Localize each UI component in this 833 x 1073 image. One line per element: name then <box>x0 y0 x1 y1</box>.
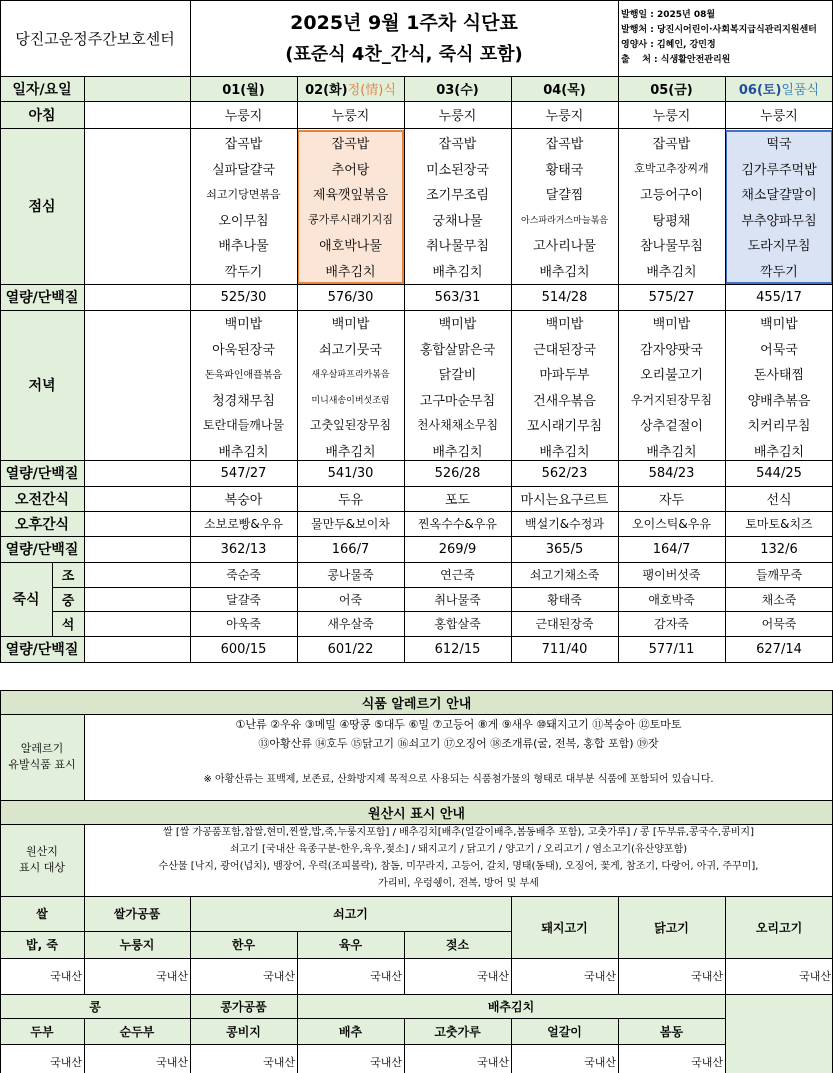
grid-line <box>511 896 512 994</box>
origin-col-header: 배추김치 <box>297 994 725 1018</box>
porridge-nutrition: 612/15 <box>434 641 481 657</box>
origin-sub-header: 육우 <box>297 931 404 958</box>
origin-line: 쌀 [쌀 가공품포함,찹쌀,현미,찐쌀,밥,죽,누룽지포함] / 배추김치[배추(얼갈이배추,봄동배추 포함), 고춧가루] / 콩 [두부류,콩국수,콩비지] <box>162 827 754 838</box>
lunch-item: 궁채나물 <box>432 213 483 229</box>
grid-line <box>297 76 298 662</box>
lunch-item: 애호박나물 <box>319 239 382 255</box>
origin-sub-header: 두부 <box>0 1018 84 1044</box>
dinner-item: 토란대들깨나물 <box>202 418 285 433</box>
origin-value: 국내산 <box>584 1056 616 1069</box>
lunch-item: 도라지무침 <box>747 239 811 255</box>
dinner-item: 백미밥 <box>438 317 477 333</box>
snack-nutrition: 365/5 <box>545 541 584 557</box>
day-date: 02(화) <box>305 83 348 98</box>
snack-pm-item: 오이스틱&우유 <box>632 517 711 531</box>
origin-label-line1: 원산지 <box>26 845 58 858</box>
grid-line <box>725 76 726 662</box>
day-header <box>190 76 297 101</box>
grid-line <box>297 994 298 1018</box>
snack-am-item: 자두 <box>658 493 685 508</box>
porridge-item: 콩나물죽 <box>327 567 374 582</box>
lunch-item: 아스파라거스마늘볶음 <box>521 215 608 226</box>
dinner-item: 상추겉절이 <box>640 419 703 435</box>
porridge-item: 들깨무죽 <box>755 567 803 582</box>
lunch-item: 배추나물 <box>218 239 269 255</box>
origin-sub-header: 순두부 <box>84 1018 190 1044</box>
dietitian: 영양사 : 김혜인, 강민정 <box>621 40 716 50</box>
origin-value: 국내산 <box>156 970 188 983</box>
grid-line <box>0 486 833 487</box>
grid-line <box>0 460 833 461</box>
lunch-item: 쇠고기당면볶음 <box>206 187 281 201</box>
dinner-item: 닭갈비 <box>438 368 477 384</box>
breakfast-label: 아침 <box>0 101 84 128</box>
lunch-item: 취나물무침 <box>426 239 489 255</box>
porridge-item: 어묵죽 <box>761 617 797 632</box>
grid-line <box>618 76 619 662</box>
origin-text <box>84 824 833 896</box>
porridge-item: 근대된장죽 <box>535 617 594 632</box>
grid-line <box>297 931 298 994</box>
dinner-nutrition: 547/27 <box>220 465 267 481</box>
dinner-item: 쇠고기뭇국 <box>319 342 382 358</box>
allergy-label-line2: 유발식품 표시 <box>8 758 76 771</box>
grid-line <box>0 824 833 825</box>
lunch-item: 고사리나물 <box>533 239 596 255</box>
grid-line <box>0 636 833 637</box>
origin-sub-header: 배추 <box>297 1018 404 1044</box>
breakfast-item: 누룽지 <box>331 109 370 124</box>
dinner-item: 마파두부 <box>539 368 590 384</box>
day-header <box>511 76 618 101</box>
origin-value: 국내산 <box>691 970 723 983</box>
lunch-item: 호박고추장찌개 <box>634 162 709 176</box>
grid-line <box>0 800 833 801</box>
grid-line <box>0 714 833 715</box>
breakfast-item: 누룽지 <box>438 109 477 124</box>
dinner-nutrition: 541/30 <box>327 465 374 481</box>
grid-line <box>0 128 833 129</box>
grid-line <box>404 76 405 662</box>
day-header <box>725 76 833 101</box>
dinner-label: 저녁 <box>0 310 84 460</box>
grid-line <box>0 536 833 537</box>
source: 출 처 : 식생활안전관리원 <box>621 55 731 65</box>
lunch-item: 채소달걀말이 <box>741 188 817 204</box>
lunch-item: 실파달걀국 <box>212 162 275 178</box>
lunch-nutrition-label: 열량/단백질 <box>0 284 84 310</box>
porridge-nutrition: 711/40 <box>541 641 588 657</box>
grid-line <box>0 511 833 512</box>
dinner-item: 백미밥 <box>224 317 263 333</box>
dinner-item: 오리불고기 <box>640 368 703 384</box>
grid-line <box>0 76 833 77</box>
dinner-item: 백미밥 <box>760 317 798 333</box>
porridge-label: 죽식 <box>0 562 52 636</box>
lunch-item: 잡곡밥 <box>224 137 263 153</box>
dinner-item: 홍합살맑은국 <box>419 342 496 358</box>
snack-nutrition: 362/13 <box>220 541 267 557</box>
origin-line: 가리비, 우렁쉥이, 전복, 방어 및 부세 <box>378 878 539 889</box>
origin-header: 원산시 표시 안내 <box>0 800 833 824</box>
dinner-item: 건새우볶음 <box>533 393 596 409</box>
grid-line <box>52 611 833 612</box>
grid-line <box>0 1018 725 1019</box>
dinner-item: 배추김치 <box>753 444 805 460</box>
origin-value: 국내산 <box>584 970 616 983</box>
porridge-item: 죽순죽 <box>226 567 261 582</box>
snack-nutrition: 132/6 <box>760 541 798 557</box>
grid-line <box>0 0 833 1</box>
dinner-item: 백미밥 <box>545 317 584 333</box>
lunch-item: 부추양파무침 <box>741 213 817 229</box>
dinner-item: 백미밥 <box>331 317 370 333</box>
snack-pm-label: 오후간식 <box>0 511 84 536</box>
porridge-item: 애호박죽 <box>648 592 695 607</box>
grid-line <box>52 562 53 636</box>
dinner-item: 백미밥 <box>652 317 691 333</box>
breakfast-item: 누룽지 <box>652 109 691 124</box>
origin-value: 국내산 <box>477 970 509 983</box>
allergy-line1: ①난류 ②우유 ③메밀 ④땅콩 ⑤대두 ⑥밀 ⑦고등어 ⑧게 ⑨새우 ⑩돼지고기 ⑪복숭아 ⑫토마토 <box>235 717 682 731</box>
snack-pm-item: 백설기&수정과 <box>525 517 604 531</box>
lunch-item: 깍두기 <box>224 264 263 280</box>
lunch-item: 참나물무침 <box>640 239 703 255</box>
lunch-item: 잡곡밥 <box>331 137 370 153</box>
origin-value: 국내산 <box>691 1056 723 1069</box>
porridge-item: 연근죽 <box>440 567 475 582</box>
day-date: 01(월) <box>222 83 265 98</box>
snack-nutrition: 269/9 <box>438 541 477 557</box>
porridge-nutrition: 600/15 <box>220 641 267 657</box>
origin-sub-header: 밥, 죽 <box>0 931 84 958</box>
grid-line <box>84 824 85 896</box>
snack-pm-item: 소보로빵&우유 <box>204 517 283 531</box>
porridge-item: 취나물죽 <box>434 592 481 607</box>
origin-col-header: 콩 <box>0 994 190 1018</box>
origin-col-header: 쇠고기 <box>190 896 511 931</box>
lunch-item: 잡곡밥 <box>652 137 691 153</box>
porridge-item: 새우살죽 <box>327 617 374 632</box>
porridge-nutrition-label: 열량/단백질 <box>0 636 84 662</box>
dinner-item: 아욱된장국 <box>212 342 275 358</box>
origin-value: 국내산 <box>50 1056 82 1069</box>
lunch-item: 탕평채 <box>652 213 691 229</box>
day-date: 03(수) <box>436 83 479 98</box>
origin-sub-header: 한우 <box>190 931 297 958</box>
grid-line <box>0 284 833 285</box>
origin-line: 쇠고기 [국내산 육종구분-한우,육우,젖소] / 돼지고기 / 닭고기 / 양고기 / 오리고기 / 염소고기(유산양포함) <box>229 844 688 855</box>
porridge-nutrition: 577/11 <box>648 641 695 657</box>
grid-line <box>52 587 833 588</box>
day-date: 04(목) <box>543 83 586 98</box>
dinner-item: 천사채채소무침 <box>416 418 499 433</box>
origin-value: 국내산 <box>50 970 82 983</box>
origin-sub-header: 콩비지 <box>190 1018 297 1044</box>
menu-title: 2025년 9월 1주차 식단표 <box>290 11 518 34</box>
grid-line <box>511 1018 512 1073</box>
origin-value: 국내산 <box>370 1056 402 1069</box>
origin-value: 국내산 <box>370 970 402 983</box>
lunch-item: 배추김치 <box>646 264 697 280</box>
grid-line <box>84 896 85 994</box>
lunch-item: 떡국 <box>766 137 792 153</box>
allergy-label-line1: 알레르기 <box>20 742 64 755</box>
dinner-item: 돈육파인애플볶음 <box>204 370 283 382</box>
origin-value: 국내산 <box>156 1056 188 1069</box>
lunch-item: 깍두기 <box>760 264 798 280</box>
porridge-meal: 석 <box>52 611 84 636</box>
dinner-nutrition: 584/23 <box>648 465 695 481</box>
allergy-header: 식품 알레르기 안내 <box>0 690 833 714</box>
porridge-item: 아욱죽 <box>226 617 261 632</box>
grid-line <box>404 1018 405 1073</box>
porridge-item: 어죽 <box>338 592 363 607</box>
day-header <box>618 76 725 101</box>
lunch-item: 오이무침 <box>218 213 269 229</box>
lunch-nutrition: 563/31 <box>434 289 481 305</box>
porridge-item: 홍합살죽 <box>434 617 481 632</box>
lunch-nutrition: 576/30 <box>327 289 374 305</box>
grid-line <box>0 896 833 897</box>
grid-line <box>0 662 833 663</box>
dinner-nutrition-label: 열량/단백질 <box>0 460 84 486</box>
publish-info <box>621 8 833 72</box>
dinner-item: 배추김치 <box>646 444 697 460</box>
origin-sub-header: 얼갈이 <box>511 1018 618 1044</box>
snack-nutrition: 166/7 <box>331 541 370 557</box>
menu-subtitle: (표준식 4찬_간식, 죽식 포함) <box>285 44 523 65</box>
dinner-item: 고구마순무침 <box>419 393 496 409</box>
snack-pm-item: 물만두&보이차 <box>311 517 390 531</box>
dinner-item: 배추김치 <box>539 444 590 460</box>
lunch-nutrition: 525/30 <box>220 289 267 305</box>
lunch-item: 배추김치 <box>539 264 590 280</box>
allergy-note: ※ 아황산류는 표백제, 보존료, 산화방지제 목적으로 사용되는 식품첨가물의 형태로 대부분 식품에 포함되어 있습니다. <box>203 773 714 785</box>
day-tag: 정(情)식 <box>347 83 396 98</box>
snack-pm-item: 찐옥수수&우유 <box>418 517 497 531</box>
grid-line <box>0 562 833 563</box>
day-tag: 일품식 <box>781 83 820 98</box>
grid-line <box>0 1044 725 1045</box>
grid-line <box>297 1018 298 1073</box>
origin-label <box>0 824 84 896</box>
porridge-meal: 조 <box>52 562 84 587</box>
lunch-item: 콩가루시래기지짐 <box>307 213 393 227</box>
grid-line <box>618 1018 619 1073</box>
lunch-item: 김가루주먹밥 <box>741 162 817 178</box>
dinner-item: 감자양팟국 <box>640 342 703 358</box>
allergy-label <box>0 714 84 800</box>
day-date: 05(금) <box>650 83 693 98</box>
porridge-item: 감자죽 <box>654 617 689 632</box>
origin-value: 국내산 <box>263 970 295 983</box>
origin-sub-header: 누룽지 <box>84 931 190 958</box>
origin-line: 수산물 [낙지, 광어(넙치), 뱀장어, 우럭(조피볼락), 참돔, 미꾸라지, 고등어, 갈치, 명태(동태), 오징어, 꽃게, 참조기, 다랑어, 아귀, 주꾸미], <box>158 861 759 872</box>
lunch-item: 배추김치 <box>432 264 483 280</box>
dinner-item: 미니새송이버섯조림 <box>311 395 390 406</box>
grid-line <box>0 931 511 932</box>
dinner-item: 배추김치 <box>432 444 483 460</box>
origin-col-header: 오리고기 <box>725 896 833 958</box>
center-name: 당진고운정주간보호센터 <box>15 29 175 48</box>
dinner-nutrition: 544/25 <box>756 465 802 481</box>
dinner-item: 고춧잎된장무침 <box>309 418 392 433</box>
snack-am-item: 복숭아 <box>224 493 263 508</box>
origin-header-fill <box>725 994 833 1073</box>
day-spacer <box>84 76 190 101</box>
lunch-item: 잡곡밥 <box>545 137 584 153</box>
grid-line <box>0 690 1 1073</box>
grid-line <box>190 0 191 662</box>
lunch-nutrition: 514/28 <box>541 289 588 305</box>
dinner-nutrition: 526/28 <box>434 465 481 481</box>
snack-nutrition-label: 열량/단백질 <box>0 536 84 562</box>
day-header <box>404 76 511 101</box>
dinner-item: 새우살파프리카볶음 <box>311 370 390 381</box>
grid-line <box>190 896 191 994</box>
grid-line <box>404 931 405 994</box>
grid-line <box>84 1018 85 1073</box>
lunch-item: 배추김치 <box>325 264 376 280</box>
origin-label-line2: 표시 대상 <box>18 861 65 874</box>
snack-am-item: 두유 <box>337 493 364 508</box>
breakfast-item: 누룽지 <box>545 109 584 124</box>
grid-line <box>725 896 726 994</box>
lunch-item: 잡곡밥 <box>438 137 477 153</box>
dinner-item: 어묵국 <box>760 342 798 358</box>
publisher: 발행처 : 당진시어린이·사회복지급식관리지원센터 <box>621 25 817 35</box>
porridge-item: 황태죽 <box>547 592 582 607</box>
grid-line <box>618 896 619 994</box>
dinner-item: 근대된장국 <box>533 342 596 358</box>
origin-col-header: 콩가공품 <box>190 994 297 1018</box>
porridge-item: 쇠고기채소죽 <box>529 567 600 582</box>
porridge-item: 채소죽 <box>761 592 797 607</box>
grid-line <box>0 958 833 959</box>
lunch-label: 점심 <box>0 128 84 284</box>
grid-line <box>618 0 619 76</box>
snack-nutrition: 164/7 <box>652 541 691 557</box>
dinner-item: 돈사태찜 <box>753 368 805 384</box>
dinner-item: 청경채무침 <box>212 393 275 409</box>
grid-line <box>725 994 726 1073</box>
publish-date: 발행일 : 2025년 08월 <box>621 10 716 20</box>
grid-line <box>0 101 833 102</box>
origin-col-header: 돼지고기 <box>511 896 618 958</box>
dinner-item: 배추김치 <box>325 444 376 460</box>
lunch-item: 제육깻잎볶음 <box>312 188 389 204</box>
dinner-item: 치커리무침 <box>747 419 811 435</box>
lunch-item: 추어탕 <box>331 162 370 178</box>
breakfast-item: 누룽지 <box>760 109 798 124</box>
origin-value: 국내산 <box>799 970 831 983</box>
lunch-item: 미소된장국 <box>426 162 489 178</box>
lunch-item: 달걀찜 <box>545 188 584 204</box>
grid-line <box>84 714 85 800</box>
dinner-item: 꼬시래기무침 <box>526 419 603 435</box>
origin-sub-header: 고춧가루 <box>404 1018 511 1044</box>
allergy-line2: ⑬아황산류 ⑭호두 ⑮닭고기 ⑯쇠고기 ⑰오징어 ⑱조개류(굴, 전복, 홍합 포함) ⑲잣 <box>258 736 659 750</box>
day-date: 06(토) <box>738 83 782 98</box>
grid-line <box>0 0 1 662</box>
lunch-nutrition: 575/27 <box>648 289 695 305</box>
porridge-nutrition: 601/22 <box>327 641 374 657</box>
snack-am-item: 선식 <box>766 493 792 508</box>
origin-value: 국내산 <box>263 1056 295 1069</box>
snack-am-item: 마시는요구르트 <box>520 493 609 508</box>
breakfast-item: 누룽지 <box>224 109 263 124</box>
dinner-item: 배추김치 <box>218 444 269 460</box>
day-label: 일자/요일 <box>0 76 84 101</box>
grid-line <box>84 76 85 662</box>
lunch-nutrition: 455/17 <box>756 289 802 305</box>
origin-col-header: 쌀 <box>0 896 84 931</box>
porridge-nutrition: 627/14 <box>756 641 802 657</box>
lunch-item: 조기무조림 <box>426 188 489 204</box>
origin-sub-header: 봄동 <box>618 1018 725 1044</box>
origin-col-header: 닭고기 <box>618 896 725 958</box>
day-header <box>297 76 404 101</box>
origin-sub-header: 젖소 <box>404 931 511 958</box>
grid-line <box>190 1018 191 1073</box>
lunch-item: 고등어구이 <box>640 188 703 204</box>
dinner-item: 양배추볶음 <box>747 393 811 409</box>
dinner-item: 우거지된장무침 <box>630 392 713 407</box>
grid-line <box>190 994 191 1018</box>
grid-line <box>511 76 512 662</box>
snack-am-item: 포도 <box>444 493 471 508</box>
origin-value: 국내산 <box>477 1056 509 1069</box>
snack-pm-item: 토마토&치즈 <box>745 517 813 531</box>
snack-am-label: 오전간식 <box>0 486 84 511</box>
grid-line <box>0 690 833 691</box>
origin-col-header: 쌀가공품 <box>84 896 190 931</box>
porridge-meal: 중 <box>52 587 84 612</box>
lunch-item: 황태국 <box>545 162 584 178</box>
grid-line <box>0 310 833 311</box>
grid-line <box>0 994 833 995</box>
porridge-item: 팽이버섯죽 <box>642 567 701 582</box>
porridge-item: 달걀죽 <box>226 592 261 607</box>
dinner-nutrition: 562/23 <box>541 465 588 481</box>
